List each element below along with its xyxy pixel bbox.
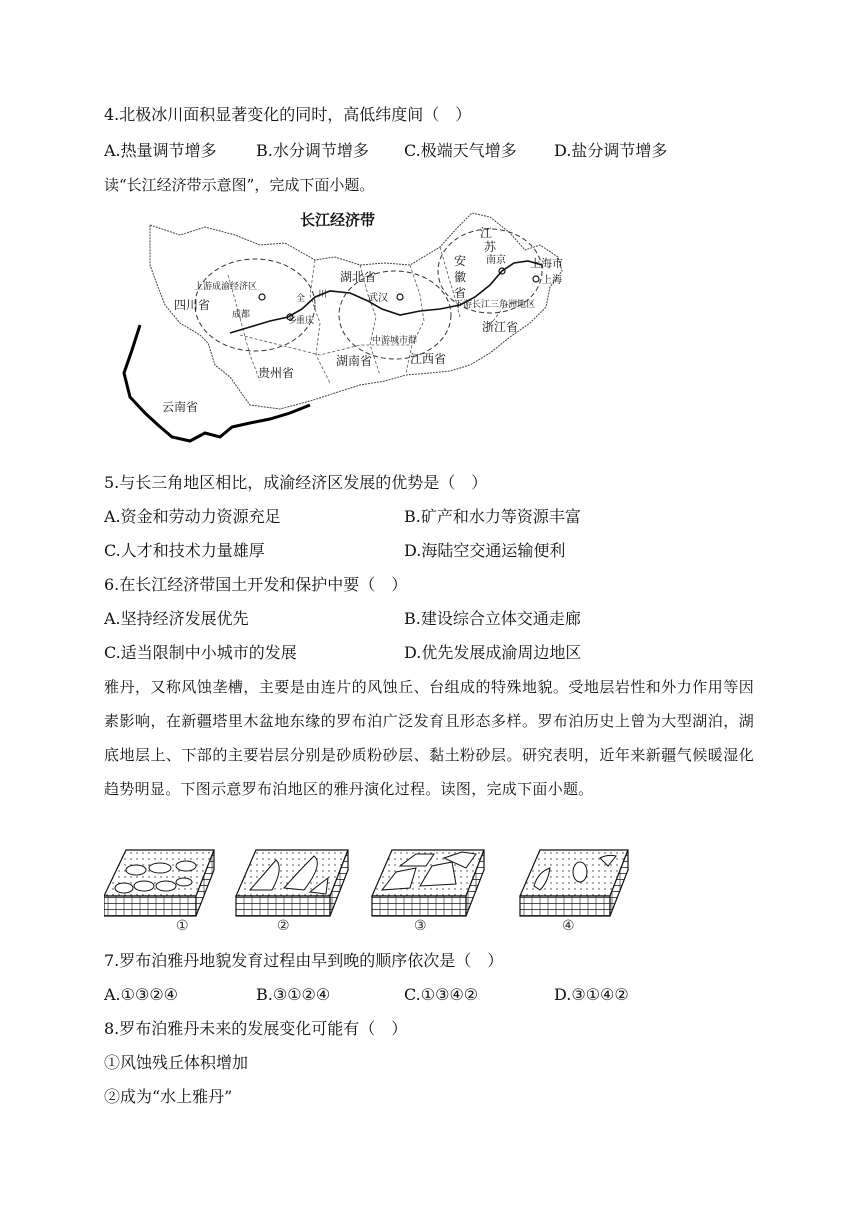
q5-option-b: B.矿产和水力等资源丰富: [404, 507, 581, 526]
label-zhongyou: 中游城市群: [372, 336, 418, 346]
map-title: 长江经济带: [300, 211, 376, 229]
label-chengdu: 成都: [232, 310, 251, 320]
label-chongqing: 重庆: [296, 316, 315, 326]
question-8-stem: 8.罗布泊雅丹未来的发展变化可能有（ ）: [104, 1019, 408, 1038]
figure-label-4: ④: [562, 918, 575, 934]
label-anhui-2: 徽: [454, 270, 467, 284]
q5-option-d: D.海陆空交通运输便利: [404, 541, 566, 560]
question-4-stem: 4.北极冰川面积显著变化的同时，高低纬度间（ ）: [104, 105, 472, 124]
q6-option-d: D.优先发展成渝周边地区: [404, 643, 582, 662]
q6-option-a: A.坚持经济发展优先: [104, 609, 249, 628]
q7-option-d: D.③①④②: [554, 985, 629, 1004]
label-shanghai: 上海: [542, 275, 562, 286]
question-7-stem: 7.罗布泊雅丹地貌发育过程由早到晚的顺序依次是（ ）: [104, 951, 504, 970]
label-hunan: 湖南省: [336, 354, 373, 368]
label-zhejiang: 浙江省: [482, 320, 519, 334]
map-intro: 读“长江经济带示意图”，完成下面小题。: [104, 176, 375, 194]
question-6-stem: 6.在长江经济带国土开发和保护中要（ ）: [104, 575, 408, 594]
q4-option-d: D.盐分调节增多: [554, 141, 668, 160]
label-xiayou: 下游长江三角洲地区: [454, 300, 536, 310]
q7-option-b: B.③①②④: [256, 985, 331, 1004]
question-5-stem: 5.与长三角地区相比，成渝经济区发展的优势是（ ）: [104, 473, 488, 492]
q5-option-a: A.资金和劳动力资源充足: [104, 507, 281, 526]
figure-label-2: ②: [277, 918, 290, 934]
label-wuhan: 武汉: [368, 293, 388, 304]
label-anhui-3: 省: [454, 286, 467, 300]
label-guizhou: 贵州省: [258, 366, 295, 380]
q8-item-1: ①风蚀残丘体积增加: [104, 1053, 249, 1072]
yardang-block-2: [236, 850, 348, 916]
q4-option-a: A.热量调节增多: [104, 141, 217, 160]
q6-option-b: B.建设综合立体交通走廊: [404, 609, 581, 628]
yardang-block-4: [520, 850, 628, 916]
label-chengyu-zone: 上游成渝经济区: [194, 282, 258, 292]
yardang-block-1: [104, 850, 214, 916]
figure-label-1: ①: [176, 918, 189, 934]
label-shanghai-city: 上海市: [530, 257, 563, 270]
label-hubei: 湖北省: [340, 270, 377, 284]
label-sichuan: 四川省: [174, 298, 211, 312]
figure-label-3: ③: [414, 918, 427, 934]
label-xiang: 乡: [288, 316, 298, 326]
yardang-paragraph: 雅丹，又称风蚀垄槽，主要是由连片的风蚀丘、台组成的特殊地貌。受地层岩性和外力作用等因素影响，在新疆塔里木盆地东缘的罗布泊广泛发育且形态多样。罗布泊历史上曾为大型湖泊，湖底地层上、下部的主要岩层分别是砂质粉砂层、黏土粉砂层。研究表明，近年来新疆气候暖湿化趋势明显。下图示意罗布泊地区的雅丹演化过程。读图，完成下面小题。: [104, 678, 754, 798]
label-nanjing: 南京: [486, 255, 506, 266]
label-quan: 全: [296, 294, 306, 304]
q5-option-c: C.人才和技术力量雄厚: [104, 541, 265, 560]
label-jiangsu-1: 江: [480, 226, 493, 240]
label-yunnan: 云南省: [162, 400, 199, 414]
yardang-block-3: [372, 850, 484, 916]
q8-item-2: ②成为“水上雅丹”: [104, 1087, 233, 1106]
q6-option-c: C.适当限制中小城市的发展: [104, 643, 297, 662]
label-anhui-1: 安: [454, 254, 467, 268]
yangtze-economic-belt-map: [110, 205, 580, 457]
label-chuan: 川: [318, 290, 328, 300]
q4-option-c: C.极端天气增多: [404, 141, 517, 160]
label-jiangxi: 江西省: [410, 352, 447, 366]
q7-option-c: C.①③④②: [404, 985, 479, 1004]
q4-option-b: B.水分调节增多: [256, 141, 369, 160]
q7-option-a: A.①③②④: [104, 985, 179, 1004]
label-jiangsu-2: 苏: [484, 240, 497, 254]
